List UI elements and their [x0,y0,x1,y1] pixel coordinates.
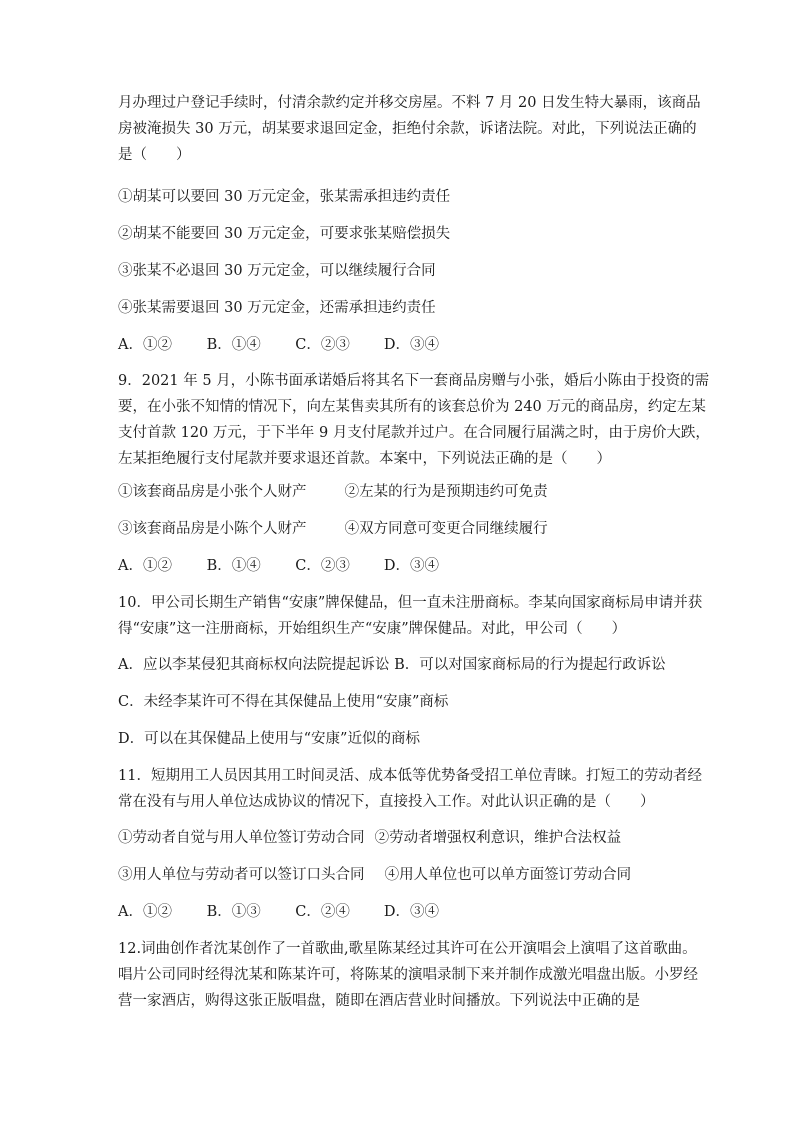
q10-choice-c[interactable]: C．未经李某许可不得在其保健品上使用“安康”商标 [118,694,449,710]
q8-stem [118,90,701,168]
q9-statement-1: ①该套商品房是小张个人财产 [118,484,307,500]
q8-line-2: 房被淹损失 30 万元，胡某要求退回定金，拒绝付余款，诉诸法院。对此，下列说法正确的 [118,121,697,137]
q8-statement-1: ①胡某可以要回 30 万元定金，张某需承担违约责任 [118,189,451,205]
q8-line-1: 月办理过户登记手续时，付清余款约定并移交房屋。不料 7 月 20 日发生特大暴雨，该商品 [118,95,701,111]
q10-stem [118,590,703,642]
q8-option-a[interactable]: A．①② [118,337,172,353]
q11-line-1: 11．短期用工人员因其用工时间灵活、成本低等优势备受招工单位青睐。打短工的劳动者经 [118,768,702,784]
q8-statement-2: ②胡某不能要回 30 万元定金，可要求张某赔偿损失 [118,226,451,242]
q9-line-3: 支付首款 120 万元，于下半年 9 月支付尾款并过户。在合同履行届满之时，由于房价大跌， [118,425,710,441]
q8-statement-4: ④张某需要退回 30 万元定金，还需承担违约责任 [118,300,436,316]
q11-line-2: 常在没有与用人单位达成协议的情况下，直接投入工作。对此认识正确的是（ ） [118,794,655,810]
q9-option-d[interactable]: D．③④ [383,558,439,574]
q9-options [118,554,439,575]
q9-stem [118,368,710,472]
q11-option-d[interactable]: D．③④ [383,904,439,920]
q11-option-b[interactable]: B．①③ [206,904,261,920]
q12-line-2: 唱片公司同时经得沈某和陈某许可，将陈某的演唱录制下来并制作成激光唱盘出版。小罗经 [118,967,698,983]
q11-stem [118,763,702,815]
q11-option-a[interactable]: A．①② [118,904,172,920]
q10-line-1: 10．甲公司长期生产销售“安康”牌保健品，但一直未注册商标。李某向国家商标局申请并获 [118,595,703,611]
q8-option-c[interactable]: C．②③ [295,337,350,353]
q12-line-3: 营一家酒店，购得这张正版唱盘，随即在酒店营业时间播放。下列说法中正确的是 [118,993,640,1009]
q11-option-c[interactable]: C．②④ [295,904,350,920]
q11-statement-3: ③用人单位与劳动者可以签订口头合同 [118,867,365,883]
q11-statements-row-2 [118,863,688,884]
q9-line-2: 要，在小张不知情的情况下，向左某售卖其所有的该套总价为 240 万元的商品房，约定左某 [118,399,706,415]
q11-statement-1: ①劳动者自觉与用人单位签订劳动合同 [118,830,365,846]
q8-option-d[interactable]: D．③④ [383,337,439,353]
q9-line-1: 9．2021 年 5 月，小陈书面承诺婚后将其名下一套商品房赠与小张，婚后小陈由于投资的需 [118,373,710,389]
q9-statement-4: ④双方同意可变更合同继续履行 [344,521,548,537]
q9-option-a[interactable]: A．①② [118,558,172,574]
q9-option-c[interactable]: C．②③ [295,558,350,574]
q8-options [118,333,439,354]
q8-option-b[interactable]: B．①④ [206,337,261,353]
q8-line-3: 是（ ） [118,147,191,163]
q11-options [118,900,439,921]
q12-stem [118,936,698,1014]
q11-statement-4: ④用人单位也可以单方面签订劳动合同 [384,867,632,883]
q11-statement-2: ②劳动者增强权利意识，维护合法权益 [374,830,622,846]
q9-line-4: 左某拒绝履行支付尾款并要求退还首款。本案中，下列说法正确的是（ ） [118,451,611,467]
q12-line-1: 12.词曲创作者沈某创作了一首歌曲,歌星陈某经过其许可在公开演唱会上演唱了这首歌曲。 [118,941,697,957]
q8-statement-3: ③张某不必退回 30 万元定金，可以继续履行合同 [118,263,436,279]
q9-statement-3: ③该套商品房是小陈个人财产 [118,521,307,537]
q10-line-2: 得“安康”这一注册商标，开始组织生产“安康”牌保健品。对此，甲公司（ ） [118,621,627,637]
q9-statement-2: ②左某的行为是预期违约可免责 [344,484,548,500]
q10-choices-a-b[interactable]: A．应以李某侵犯其商标权向法院提起诉讼 B．可以对国家商标局的行为提起行政诉讼 [118,657,666,673]
q9-statements-row-2 [118,517,688,538]
q9-option-b[interactable]: B．①④ [206,558,261,574]
q11-statements-row-1 [118,826,688,847]
q10-choice-d[interactable]: D．可以在其保健品上使用与“安康”近似的商标 [118,731,420,747]
q9-statements-row-1 [118,480,688,501]
